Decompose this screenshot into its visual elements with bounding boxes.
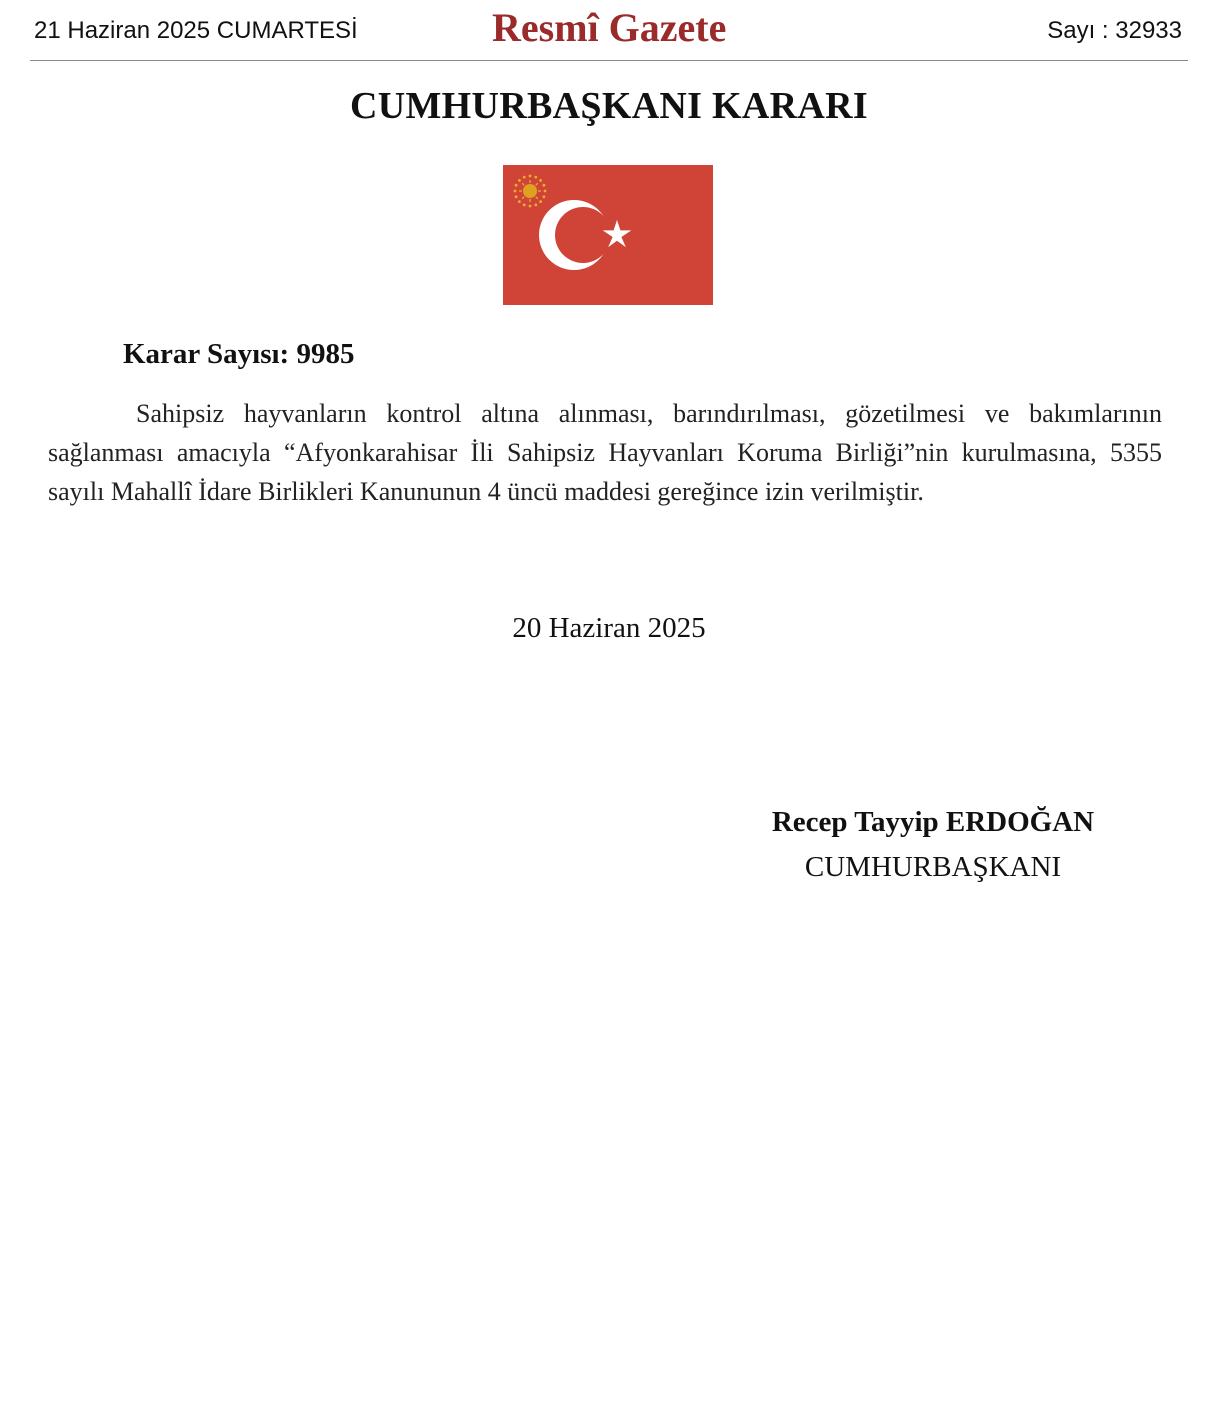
decision-date: 20 Haziran 2025 [512,612,706,644]
publication-date: 21 Haziran 2025 CUMARTESİ [34,17,358,44]
gazette-header [30,0,1188,61]
document-heading: CUMHURBAŞKANI KARARI [350,85,868,127]
signatory-name: Recep Tayyip ERDOĞAN [771,806,1095,838]
gazette-title: Resmî Gazete [492,5,727,50]
decision-number: Karar Sayısı: 9985 [123,338,355,370]
signatory-title: CUMHURBAŞKANI [804,851,1062,883]
decision-body-text: Sahipsiz hayvanların kontrol altına alınması, barındırılması, gözetilmesi ve bakımlarının sağlanması amacıyla “Afyonkarahisar İli Sahipsiz Hayvanları Koruma Birliği”nin kurulmasına, 5355 sayılı Mahallî İdare Birlikleri Kanununun 4 üncü maddesi gereğince izin verilmiştir. [48,399,1162,506]
issue-number: Sayı : 32933 [1047,17,1182,44]
signature-block [733,806,1133,884]
turkish-flag-icon [503,165,713,305]
